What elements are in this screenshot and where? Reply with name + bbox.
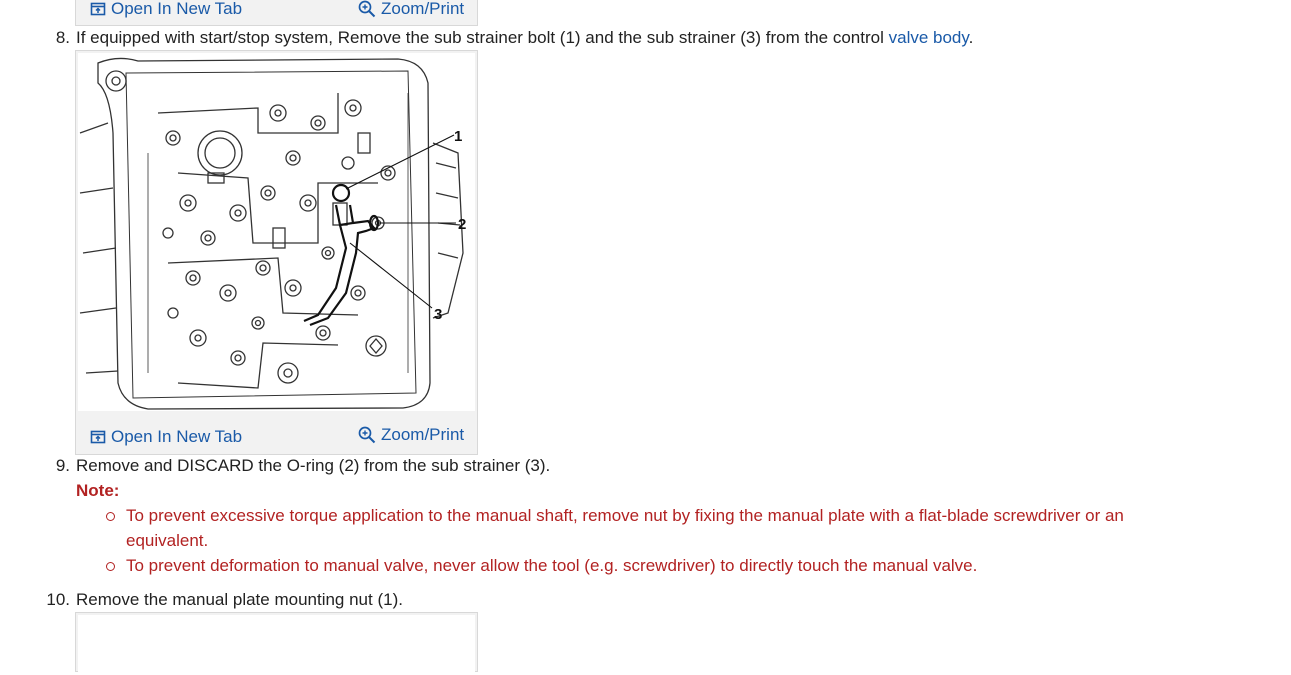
step-9-text: Remove and DISCARD the O-ring (2) from the sub strainer (3).	[76, 456, 551, 475]
valve-body-diagram	[78, 53, 475, 411]
figure-sub-strainer	[75, 50, 478, 455]
open-in-new-tab-label: Open In New Tab	[111, 427, 243, 446]
callout-2: 2	[458, 216, 467, 233]
open-new-tab-icon	[90, 429, 106, 445]
figure-previous	[75, 0, 478, 26]
open-in-new-tab-label: Open In New Tab	[111, 0, 243, 18]
open-in-new-tab-link[interactable]	[90, 0, 242, 19]
step-10-text: Remove the manual plate mounting nut (1).	[76, 590, 403, 609]
callout-3: 3	[434, 306, 443, 323]
step-8-number: 8.	[55, 28, 70, 47]
step-8-text-after: .	[968, 28, 974, 47]
valve-body-link[interactable]: valve body	[888, 28, 969, 47]
note-label: Note:	[76, 481, 120, 500]
zoom-print-link[interactable]	[358, 425, 464, 445]
note-bullet-1	[106, 512, 115, 521]
note-bullet-2	[106, 562, 115, 571]
step-8-text	[76, 28, 973, 48]
step-10-number: 10.	[46, 590, 70, 609]
open-new-tab-icon	[90, 1, 106, 17]
figure-toolbar	[76, 421, 477, 451]
callout-1: 1	[454, 128, 463, 145]
note-item-2: To prevent deformation to manual valve, never allow the tool (e.g. screwdriver) to directly touch the manual valve.	[126, 556, 978, 575]
figure-illustration[interactable]	[78, 615, 475, 675]
figure-toolbar	[76, 0, 477, 23]
figure-illustration[interactable]	[78, 53, 475, 411]
step-8-text-before: If equipped with start/stop system, Remove the sub strainer bolt (1) and the sub strainer (3) from the control	[76, 28, 889, 47]
zoom-icon	[358, 0, 376, 18]
zoom-print-label: Zoom/Print	[381, 425, 465, 444]
open-in-new-tab-link[interactable]	[90, 427, 242, 447]
zoom-print-link[interactable]	[358, 0, 464, 19]
step-9-number: 9.	[55, 456, 70, 475]
zoom-print-label: Zoom/Print	[381, 0, 465, 18]
figure-next	[75, 612, 478, 672]
note-item-1: To prevent excessive torque application to the manual shaft, remove nut by fixing the manual plate with a flat-blade screwdriver or an equivalent.	[126, 506, 1124, 550]
zoom-icon	[358, 426, 376, 444]
